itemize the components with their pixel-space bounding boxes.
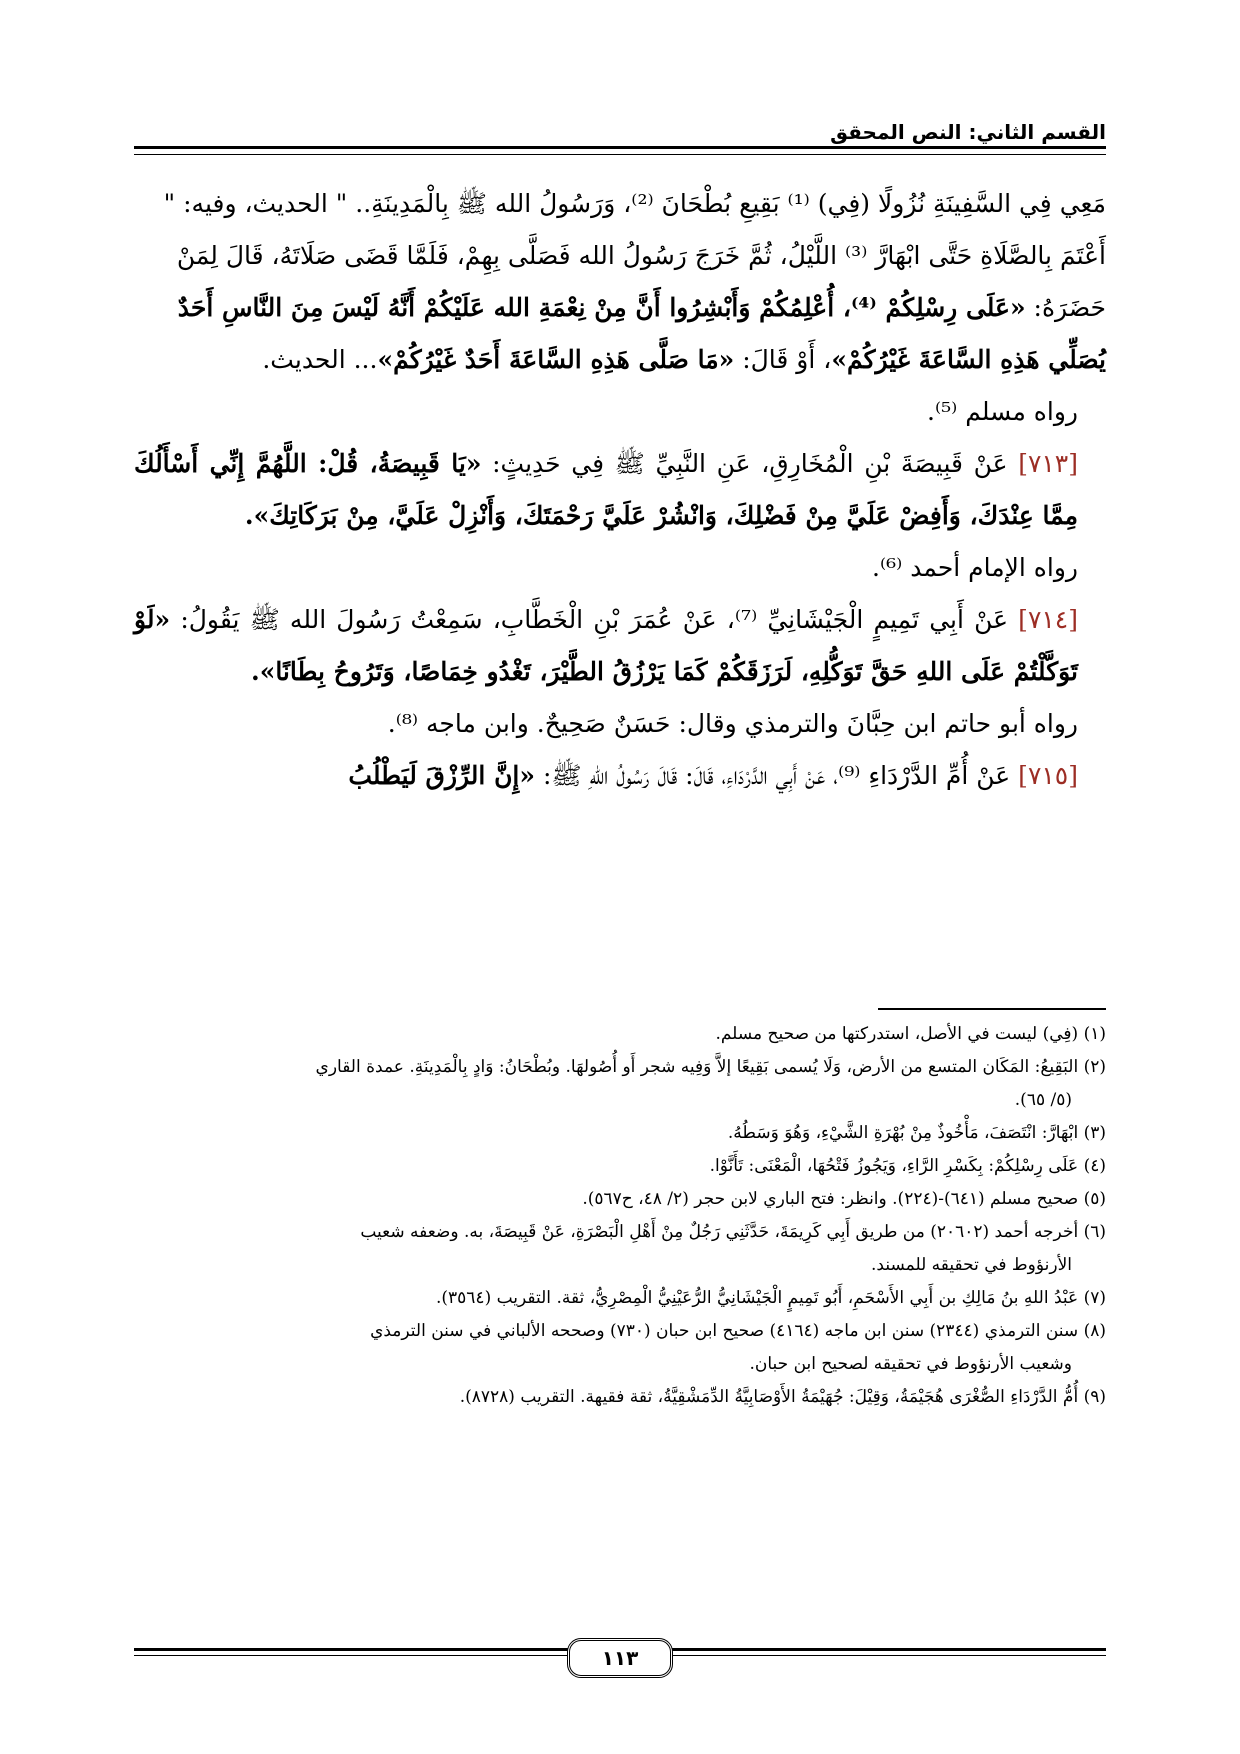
footnote-separator [878,1008,1106,1010]
footnote: (٩) أُمُّ الدَّرْدَاءِ الصُّغْرَى هُجَيْمَةُ، وَقِيْلَ: جُهَيْمَةُ الأَوْصَابِيَّةُ الدِّمَشْقِيَّةُ، ثقة فقيهة. التقريب (٨٧٢٨). [459,1387,1106,1407]
prophetic-quote: «عَلَى رِسْلِكُمْ ⁽⁴⁾، أُعْلِمُكُمْ وَأَبْشِرُوا أَنَّ مِنْ نِعْمَةِ الله عَلَيْكُمْ أَنَّهُ لَيْسَ مِنَ النَّاسِ أَحَدٌ [177,293,1026,322]
footnotes [134,1018,1106,1414]
text-line: مَعِي فِي السَّفِينَةِ نُزُولًا (فِي) ⁽¹⁾ بَقِيعِ بُطْحَانَ ⁽²⁾، وَرَسُولُ الله ﷺ بِالْمَدِينَةِ.. " الحديث، وفيه: " [163,189,1106,218]
text-line: أَعْتَمَ بِالصَّلَاةِ حَتَّى ابْهَارَّ ⁽³⁾ اللَّيْلُ، ثُمَّ خَرَجَ رَسُولُ الله فَصَلَّى بِهِمْ، فَلَمَّا قَضَى صَلَاتَهُ، قَالَ لِمَنْ [176,241,1106,270]
footnote-continuation: وشعيب الأرنؤوط في تحقيقه لصحيح ابن حبان. [749,1354,1072,1374]
hadith-713: [٧١٣] عَنْ قَبِيصَةَ بْنِ الْمُخَارِقِ، عَنِ النَّبِيِّ ﷺ فِي حَدِيثٍ: «يَا قَبِيصَةُ، قُلْ: اللَّهُمَّ إِنِّي أَسْأَلُكَ مِمَّا عِنْدَكَ، وَأَفِضْ عَلَيَّ مِنْ فَضْلِكَ، وَانْشُرْ عَلَيَّ رَحْمَتَكَ، وَأَنْزِلْ عَلَيَّ، مِنْ بَرَكَاتِكَ». [134,449,1079,530]
page-number: ١١٣ [567,1638,673,1678]
footnote: (٥) صحيح مسلم (٦٤١)-(٢٢٤). وانظر: فتح الباري لابن حجر (٢/ ٤٨، ح٥٦٧). [582,1189,1106,1209]
section-title: القسم الثاني: النص المحقق [830,120,1106,144]
page-header [134,120,1106,144]
footnote: (٨) سنن الترمذي (٢٣٤٤) سنن ابن ماجه (٤١٦٤) صحيح ابن حبان (٧٣٠) وصححه الألباني في سنن الترمذي [370,1321,1106,1341]
header-rule [134,146,1106,155]
footnote: (١) (فِي) ليست في الأصل، استدركتها من صحيح مسلم. [715,1024,1106,1044]
prophetic-quote: يُصَلِّي هَذِهِ السَّاعَةَ غَيْرُكُمْ» [831,345,1106,374]
prophetic-quote: «مَا صَلَّى هَذِهِ السَّاعَةَ أَحَدٌ غَيْرُكُمْ» [377,345,735,374]
prophetic-quote: «لَوْ تَوَكَّلْتُمْ عَلَى اللهِ حَقَّ تَوَكُّلِهِ، لَرَزَقَكُمْ كَمَا يَرْزُقُ الطَّيْرَ، تَغْدُو خِمَاصًا، وَتَرُوحُ بِطَانًا». [134,605,1078,686]
page-footer [134,1638,1106,1674]
source-line: رواه أبو حاتم ابن حِبَّانَ والترمذي وقال: حَسَنٌ صَحِيحٌ. وابن ماجه ⁽⁸⁾. [387,709,1078,738]
source-line: رواه الإمام أحمد ⁽⁶⁾. [872,553,1078,582]
hadith-715: [٧١٥] عَنْ أُمِّ الدَّرْدَاءِ ⁽⁹⁾، عَنْ أَبِي الدَّرْدَاءِ، قَالَ: قَالَ رَسُولُ اللهِ ﷺ: «إِنَّ الرِّزْقَ لَيَطْلُبُ [348,761,1078,790]
hadith-714: [٧١٤] عَنْ أَبِي تَمِيمٍ الْجَيْشَانِيِّ ⁽⁷⁾، عَنْ عُمَرَ بْنِ الْخَطَّابِ، سَمِعْتُ رَسُولَ الله ﷺ يَقُولُ: «لَوْ تَوَكَّلْتُمْ عَلَى اللهِ حَقَّ تَوَكُّلِهِ، لَرَزَقَكُمْ كَمَا يَرْزُقُ الطَّيْرَ، تَغْدُو خِمَاصًا، وَتَرُوحُ بِطَانًا». [134,605,1078,686]
main-text [134,178,1106,802]
prophetic-quote: «إِنَّ الرِّزْقَ لَيَطْلُبُ [348,761,536,790]
source-line: رواه مسلم ⁽⁵⁾. [927,397,1078,426]
footnote: (٦) أخرجه أحمد (٢٠٦٠٢) من طريق أَبِي كَرِيمَةَ، حَدَّثَنِي رَجُلٌ مِنْ أَهْلِ الْبَصْرَةِ، عَنْ قَبِيصَةَ، به. وضعفه شعيب [360,1222,1106,1242]
hadith-number: [٧١٤] [1018,605,1078,634]
hadith-number: [٧١٣] [1018,449,1079,478]
prophetic-quote: «يَا قَبِيصَةُ، قُلْ: اللَّهُمَّ إِنِّي أَسْأَلُكَ مِمَّا عِنْدَكَ، وَأَفِضْ عَلَيَّ مِنْ فَضْلِكَ، وَانْشُرْ عَلَيَّ رَحْمَتَكَ، وَأَنْزِلْ عَلَيَّ، مِنْ بَرَكَاتِكَ». [134,449,1078,530]
footnote: (٢) البَقِيعُ: المَكَان المتسع من الأرض، وَلَا يُسمى بَقِيعًا إلاَّ وَفِيه شجر أَو أُصُولهَا. وبُطْحَانُ: وَادٍ بِالْمَدِينَةِ. عمدة القاري [315,1057,1106,1077]
text-line: يُصَلِّي هَذِهِ السَّاعَةَ غَيْرُكُمْ»، أَوْ قَالَ: «مَا صَلَّى هَذِهِ السَّاعَةَ أَحَدٌ غَيْرُكُمْ»... الحديث. [262,345,1106,374]
hadith-number: [٧١٥] [1018,761,1078,790]
footnote: (٣) ابْهَارَّ: انْتَصَفَ، مَأْخُوذٌ مِنْ بُهْرَةِ الشَّيْءِ، وَهُوَ وَسَطُهُ. [727,1123,1106,1143]
text-line: حَضَرَهُ: «عَلَى رِسْلِكُمْ ⁽⁴⁾، أُعْلِمُكُمْ وَأَبْشِرُوا أَنَّ مِنْ نِعْمَةِ الله عَلَيْكُمْ أَنَّهُ لَيْسَ مِنَ النَّاسِ أَحَدٌ [177,293,1106,322]
footnote: (٤) عَلَى رِسْلِكُمْ: بِكَسْرِ الرَّاءِ، وَيَجُوزُ فَتْحُهَا، الْمَعْنَى: تَأَنَّوْا. [709,1156,1106,1176]
footnote: (٧) عَبْدُ اللهِ بنُ مَالِكِ بن أَبِي الأَسْحَمِ، أَبُو تَمِيمٍ الْجَيْشَانِيُّ الرُّعَيْنِيُّ الْمِصْرِيُّ، ثقة. التقريب (٣٥٦٤). [435,1288,1106,1308]
footnote-continuation: (٥/ ٦٥). [1014,1090,1072,1110]
footnote-continuation: الأرنؤوط في تحقيقه للمسند. [871,1255,1072,1275]
